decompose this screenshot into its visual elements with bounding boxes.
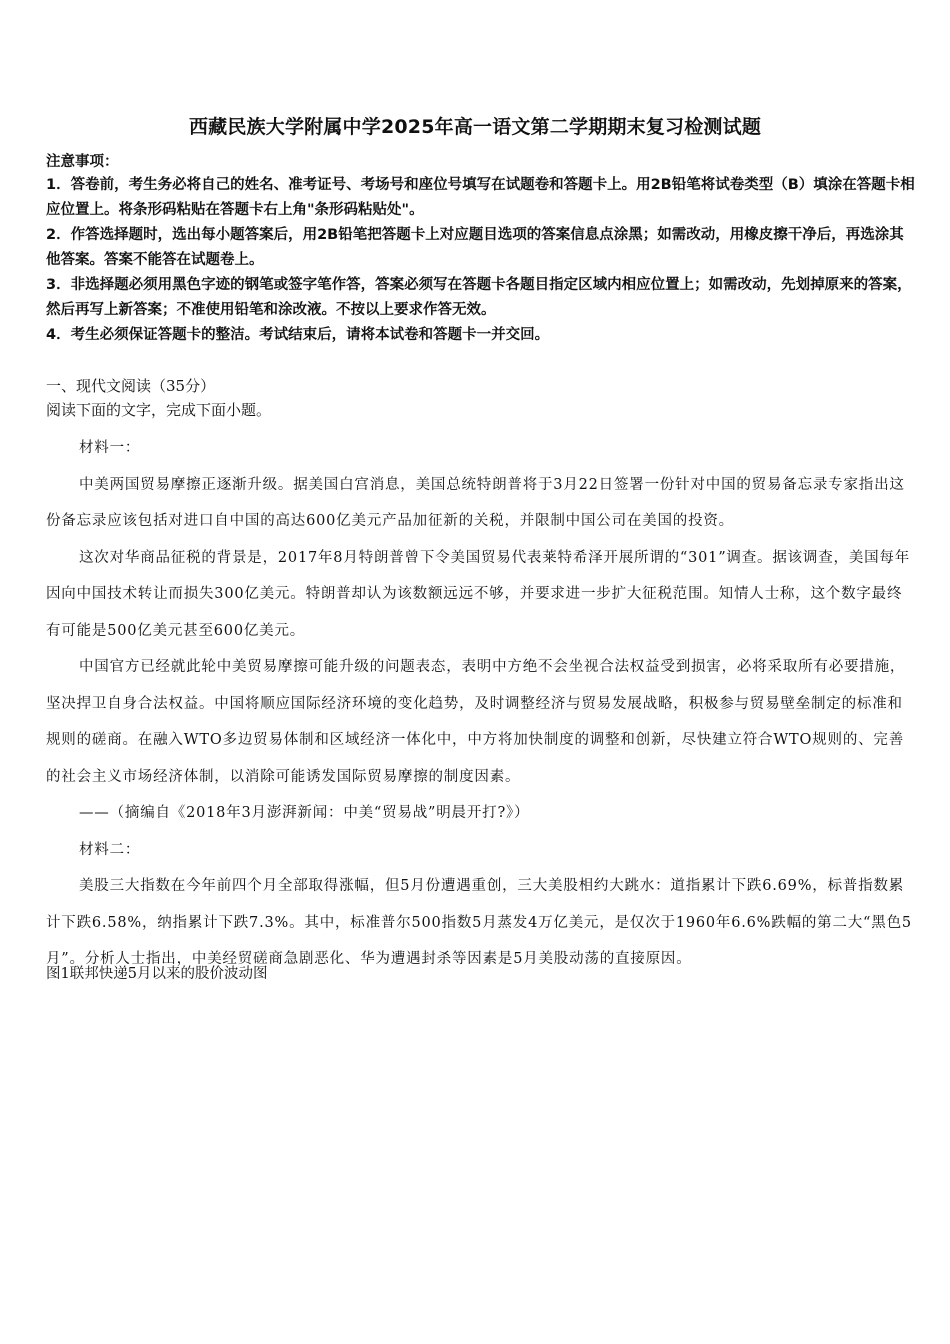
passage-paragraph: 这次对华商品征税的背景是，2017年8月特朗普曾下令美国贸易代表莱特希泽开展所谓的“301”调查。据该调查，美国每年因向中国技术转让而损失300亿美元。特朗普却认为该数额远远不够，并要求进一步扩大征税范围。知情人士称，这个数字最终有可能是500亿美元甚至600亿美元。 bbox=[46, 549, 911, 639]
notice-list bbox=[46, 173, 916, 348]
figure-caption: 图1联邦快递5月以来的股价波动图 bbox=[46, 966, 268, 982]
notice-item: 1．答卷前，考生务必将自己的姓名、准考证号、考场号和座位号填写在试题卷和答题卡上。用2B铅笔将试卷类型（B）填涂在答题卡相应位置上。将条形码粘贴在答题卡右上角"条形码粘贴处"。 bbox=[46, 177, 915, 218]
notice-item: 4．考生必须保证答题卡的整洁。考试结束后，请将本试卷和答题卡一并交回。 bbox=[46, 327, 550, 343]
section-heading: 一、现代文阅读（35分） bbox=[46, 377, 216, 395]
material-label: 材料一： bbox=[79, 440, 141, 456]
notice-item: 3．非选择题必须用黑色字迹的钢笔或签字笔作答，答案必须写在答题卡各题目指定区域内相应位置上；如需改动，先划掉原来的答案，然后再写上新答案；不准使用铅笔和涂改液。不按以上要求作答无效。 bbox=[46, 277, 912, 318]
section-instruction: 阅读下面的文字，完成下面小题。 bbox=[46, 401, 272, 419]
exam-title: 西藏民族大学附属中学2025年高一语文第二学期期末复习检测试题 bbox=[188, 116, 762, 138]
passage-paragraph: 中国官方已经就此轮中美贸易摩擦可能升级的问题表态，表明中方绝不会坐视合法权益受到损害，必将采取所有必要措施，坚决捍卫自身合法权益。中国将顺应国际经济环境的变化趋势，及时调整经济与贸易发展战略，积极参与贸易壁垒制定的标准和规则的磋商。在融入WTO多边贸易体制和区域经济一体化中，中方将加快制度的调整和创新，尽快建立符合WTO规则的、完善的社会主义市场经济体制，以消除可能诱发国际贸易摩擦的制度因素。 bbox=[46, 659, 906, 785]
notice-heading: 注意事项： bbox=[46, 154, 119, 170]
material-label: 材料二： bbox=[79, 841, 141, 858]
source-citation: ——（摘编自《2018年3月澎湃新闻：中美“贸易战”明晨开打?》） bbox=[79, 805, 530, 821]
passage-paragraph: 中美两国贸易摩擦正逐渐升级。据美国白宫消息，美国总统特朗普将于3月22日签署一份针对中国的贸易备忘录专家指出这份备忘录应该包括对进口自中国的高达600亿美元产品加征新的关税，并限制中国公司在美国的投资。 bbox=[46, 476, 905, 529]
reading-passage bbox=[46, 430, 912, 978]
notice-item: 2．作答选择题时，选出每小题答案后，用2B铅笔把答题卡上对应题目选项的答案信息点涂黑；如需改动，用橡皮擦干净后，再选涂其他答案。答案不能答在试题卷上。 bbox=[46, 227, 904, 268]
passage-paragraph: 美股三大指数在今年前四个月全部取得涨幅，但5月份遭遇重创，三大美股相约大跳水：道指累计下跌6.69%，标普指数累计下跌6.58%，纳指累计下跌7.3%。其中，标准普尔500指数5月蒸发4万亿美元，是仅次于1960年6.6%跌幅的第二大“黑色5月”。分析人士指出，中美经贸磋商急剧恶化、华为遭遇封杀等因素是5月美股动荡的直接原因。 bbox=[46, 878, 912, 967]
